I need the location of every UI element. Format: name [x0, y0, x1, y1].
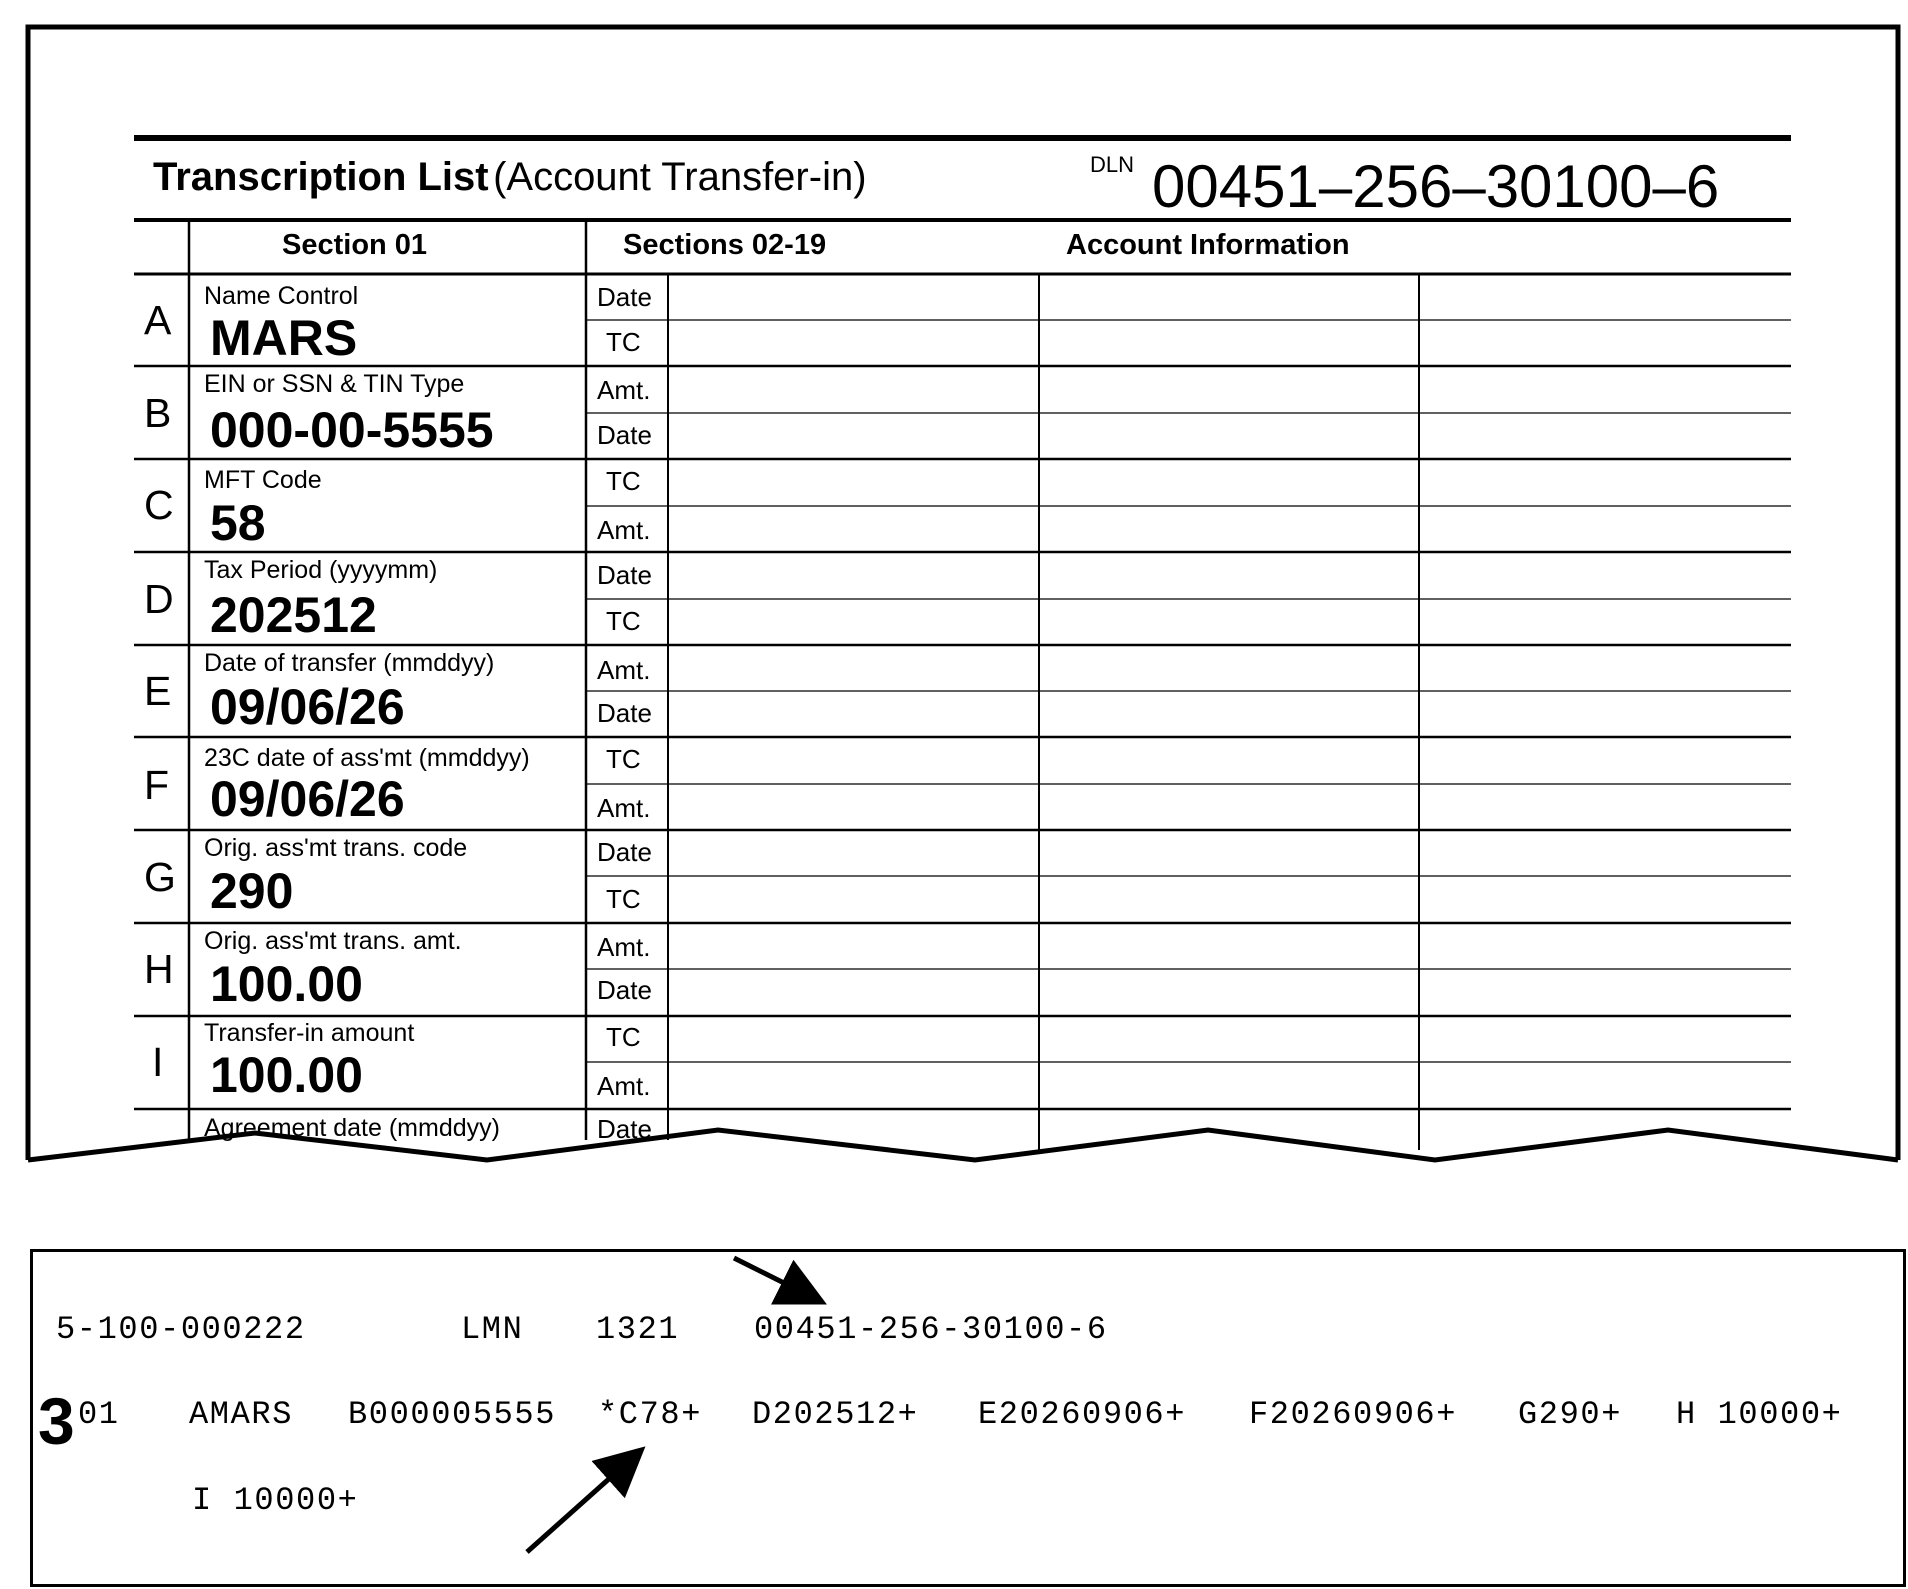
field-value-23c-date: 09/06/26 — [210, 771, 405, 827]
field-label-name-control: Name Control — [204, 282, 359, 310]
field-label-tax-period: Tax Period (yyyymm) — [204, 556, 438, 584]
sub-label: Date — [597, 698, 652, 728]
output-field-i: I 10000+ — [192, 1482, 359, 1519]
output-field: F20260906+ — [1249, 1396, 1458, 1433]
row-letter-d: D — [144, 576, 174, 622]
header-account-information: Account Information — [1066, 229, 1350, 261]
form-title-subtitle: (Account Transfer-in) — [493, 155, 867, 199]
output-field: H 10000+ — [1676, 1396, 1843, 1433]
field-value-mft-code: 58 — [210, 495, 266, 551]
sub-label: Date — [597, 975, 652, 1005]
partial-row-clip — [190, 1110, 1890, 1142]
row-letter-c: C — [144, 482, 174, 528]
form-title — [153, 155, 867, 200]
sub-label: Amt. — [597, 793, 651, 823]
sub-label: Date — [597, 837, 652, 867]
field-label-mft-code: MFT Code — [204, 466, 322, 494]
field-value-transfer-in-amount: 100.00 — [210, 1047, 363, 1103]
row-letter-e: E — [144, 668, 172, 714]
field-label-orig-trans-amt: Orig. ass'mt trans. amt. — [204, 927, 462, 955]
field-label-date-of-transfer: Date of transfer (mmddyy) — [204, 649, 495, 677]
output-line1-item1: 5-100-000222 — [56, 1311, 306, 1348]
output-field: D202512+ — [752, 1396, 919, 1433]
row-letter-i: I — [152, 1039, 164, 1085]
sub-label: Date — [597, 1114, 652, 1142]
output-field: *C78+ — [598, 1396, 703, 1433]
field-label-ein-ssn: EIN or SSN & TIN Type — [204, 370, 465, 398]
output-line1-dln: 00451-256-30100-6 — [754, 1311, 1108, 1348]
row-letter-b: B — [144, 390, 172, 436]
sub-label: TC — [606, 744, 641, 774]
sub-label: Date — [597, 560, 652, 590]
transcription-output-box — [30, 1249, 1906, 1587]
header-sections-02-19: Sections 02-19 — [623, 229, 827, 261]
field-label-agreement-date: Agreement date (mmddyy) — [204, 1114, 500, 1142]
output-field: E20260906+ — [978, 1396, 1187, 1433]
dln-number: 00451–256–30100–6 — [1152, 153, 1720, 220]
sub-label: TC — [606, 466, 641, 496]
field-value-date-of-transfer: 09/06/26 — [210, 679, 405, 735]
field-value-ein-ssn: 000-00-5555 — [210, 402, 494, 458]
field-value-orig-trans-amt: 100.00 — [210, 956, 363, 1012]
row-letter-g: G — [144, 854, 176, 900]
output-field: G290+ — [1518, 1396, 1623, 1433]
field-label-transfer-in-amount: Transfer-in amount — [204, 1019, 415, 1047]
field-label-23c-date: 23C date of ass'mt (mmddyy) — [204, 744, 530, 772]
row-letter-a: A — [144, 297, 172, 343]
output-section-number: 01 — [78, 1396, 120, 1433]
sub-label: TC — [606, 884, 641, 914]
field-value-name-control: MARS — [210, 310, 358, 366]
sub-label: Amt. — [597, 375, 651, 405]
field-label-orig-trans-code: Orig. ass'mt trans. code — [204, 834, 468, 862]
field-value-orig-trans-code: 290 — [210, 863, 294, 919]
sub-label: Amt. — [597, 932, 651, 962]
output-line1-item3: 1321 — [596, 1311, 680, 1348]
output-field: AMARS — [189, 1396, 294, 1433]
header-section-01: Section 01 — [282, 229, 428, 261]
sub-label: Amt. — [597, 1071, 651, 1101]
sub-label: TC — [606, 327, 641, 357]
form-title-main: Transcription List — [153, 155, 489, 199]
sub-label: Date — [597, 282, 652, 312]
field-value-tax-period: 202512 — [210, 587, 377, 643]
output-line1-item2: LMN — [461, 1311, 524, 1348]
sub-label: Amt. — [597, 515, 651, 545]
sub-label: Date — [597, 420, 652, 450]
sub-label: TC — [606, 1022, 641, 1052]
output-big-digit: 3 — [38, 1384, 75, 1458]
output-field: B000005555 — [348, 1396, 557, 1433]
row-letter-f: F — [144, 762, 170, 808]
sub-label: Amt. — [597, 655, 651, 685]
sub-label: TC — [606, 606, 641, 636]
dln-label: DLN — [1090, 152, 1135, 177]
row-letter-h: H — [144, 946, 174, 992]
